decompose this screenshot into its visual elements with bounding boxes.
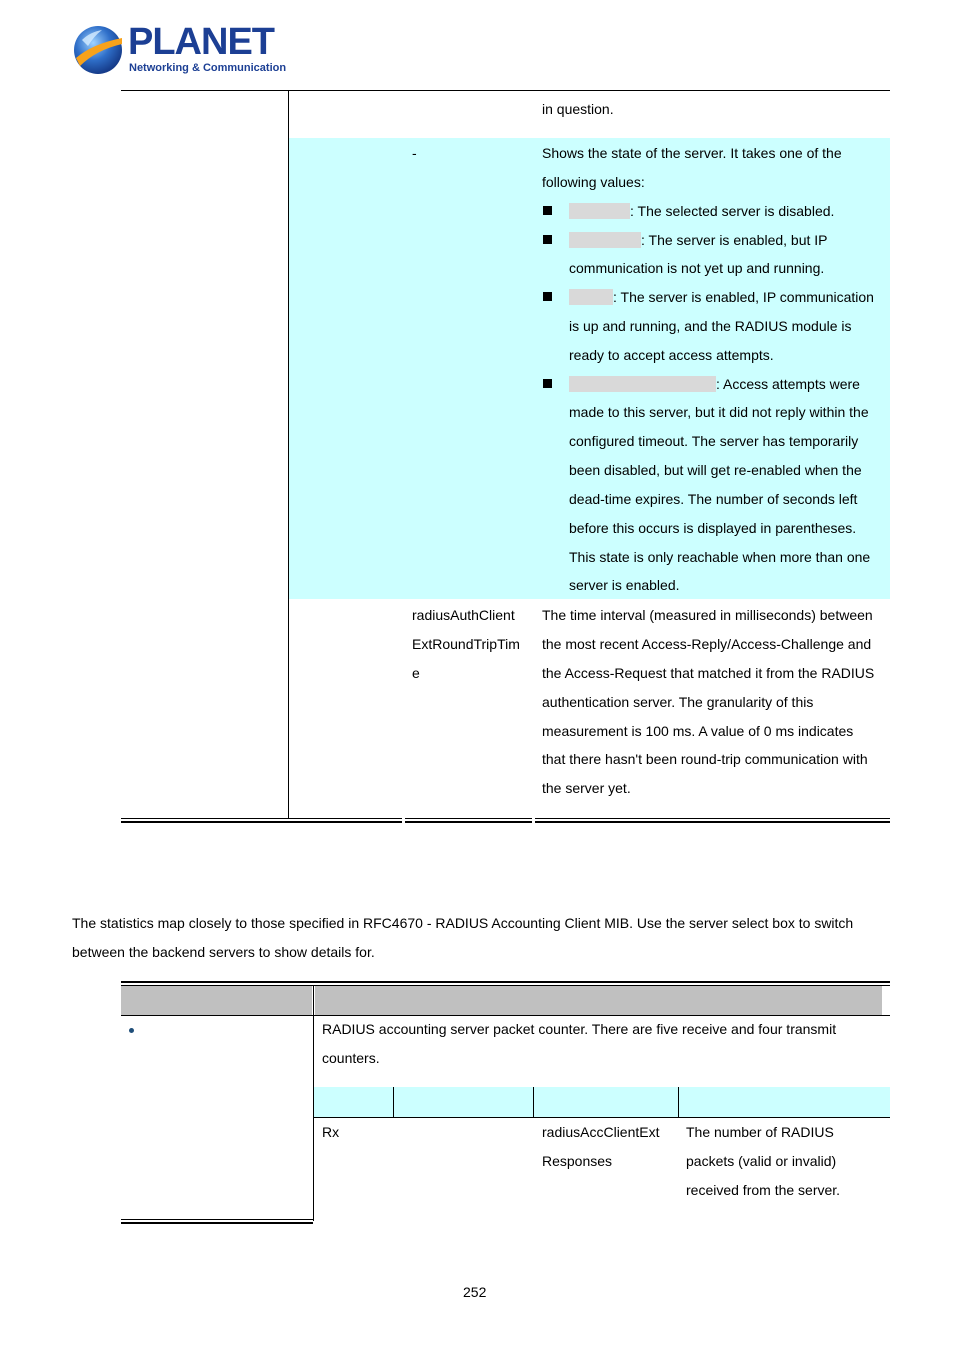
state-item: : The server is enabled, IP communication [569, 283, 874, 312]
globe-icon [72, 24, 124, 76]
state-item-line: is up and running, and the RADIUS module is [569, 318, 852, 334]
state-value-placeholder [569, 232, 641, 248]
rtt-desc-line: the Access-Request that matched it from the RADIUS [542, 665, 875, 681]
table2-top-border [121, 981, 890, 983]
state-item-line: been disabled, but will get re-enabled when the [569, 462, 862, 478]
intro-line: between the backend servers to show details for. [72, 944, 375, 960]
rtt-oid-line: radiusAuthClient [412, 607, 515, 623]
rtt-desc-line: The time interval (measured in milliseconds) between [542, 607, 873, 623]
table1-top-border [121, 90, 890, 91]
state-item-line: server is enabled. [569, 577, 680, 593]
state-item-line: made to this server, but it did not reply within the [569, 404, 869, 420]
brand-tagline: Networking & Communication [129, 62, 287, 74]
rtt-oid-line: e [412, 665, 420, 681]
state-oid: - [412, 145, 417, 161]
square-bullet-icon [543, 379, 552, 388]
rtt-desc-line: the server yet. [542, 780, 631, 796]
square-bullet-icon [543, 206, 552, 215]
rtt-desc-line: that there hasn't been round-trip communication with [542, 751, 868, 767]
state-desc-line: following values: [542, 174, 645, 190]
row-top-desc: in question. [542, 101, 614, 117]
round-bullet-icon [129, 1028, 134, 1033]
state-desc-line: Shows the state of the server. It takes one of the [542, 145, 842, 161]
table2-header-cell [121, 986, 312, 1015]
state-value-placeholder [569, 376, 716, 392]
rx-direction: Rx [322, 1124, 340, 1140]
intro-line: The statistics map closely to those specified in RFC4670 - RADIUS Accounting Client MIB. Use the server select box to switch [72, 915, 854, 931]
rtt-desc-line: measurement is 100 ms. A value of 0 ms indicates [542, 723, 854, 739]
rx-desc-line: The number of RADIUS [686, 1124, 834, 1140]
planet-logo [72, 21, 287, 78]
subtable-header-bg [314, 1087, 890, 1117]
state-value-placeholder [569, 289, 613, 305]
state-item-line: This state is only reachable when more than one [569, 549, 871, 565]
square-bullet-icon [543, 292, 552, 301]
table2-header-cell [315, 986, 882, 1015]
state-value-placeholder [569, 203, 630, 219]
state-item: : The selected server is disabled. [569, 197, 834, 226]
rtt-oid-line: ExtRoundTripTim [412, 636, 520, 652]
state-item-line: ready to accept access attempts. [569, 347, 774, 363]
state-item-line: communication is not yet up and running. [569, 260, 825, 276]
table2-desc-line: counters. [322, 1050, 380, 1066]
rx-desc-line: packets (valid or invalid) [686, 1153, 837, 1169]
state-item: : Access attempts were [569, 370, 860, 399]
rtt-desc-line: authentication server. The granularity of this [542, 694, 814, 710]
state-item-line: before this occurs is displayed in parentheses. [569, 520, 857, 536]
page-number: 252 [463, 1284, 487, 1300]
rx-oid-line: Responses [542, 1153, 613, 1169]
rtt-desc-line: the most recent Access-Reply/Access-Challenge and [542, 636, 872, 652]
state-item-line: dead-time expires. The number of seconds left [569, 491, 858, 507]
square-bullet-icon [543, 235, 552, 244]
rx-desc-line: received from the server. [686, 1182, 841, 1198]
rx-oid-line: radiusAccClientExt [542, 1124, 660, 1140]
table2-desc-line: RADIUS accounting server packet counter. There are five receive and four transmit [322, 1021, 837, 1037]
brand-name: PLANET [128, 21, 274, 63]
state-item: : The server is enabled, but IP [569, 226, 828, 255]
state-item-line: configured timeout. The server has temporarily [569, 433, 859, 449]
